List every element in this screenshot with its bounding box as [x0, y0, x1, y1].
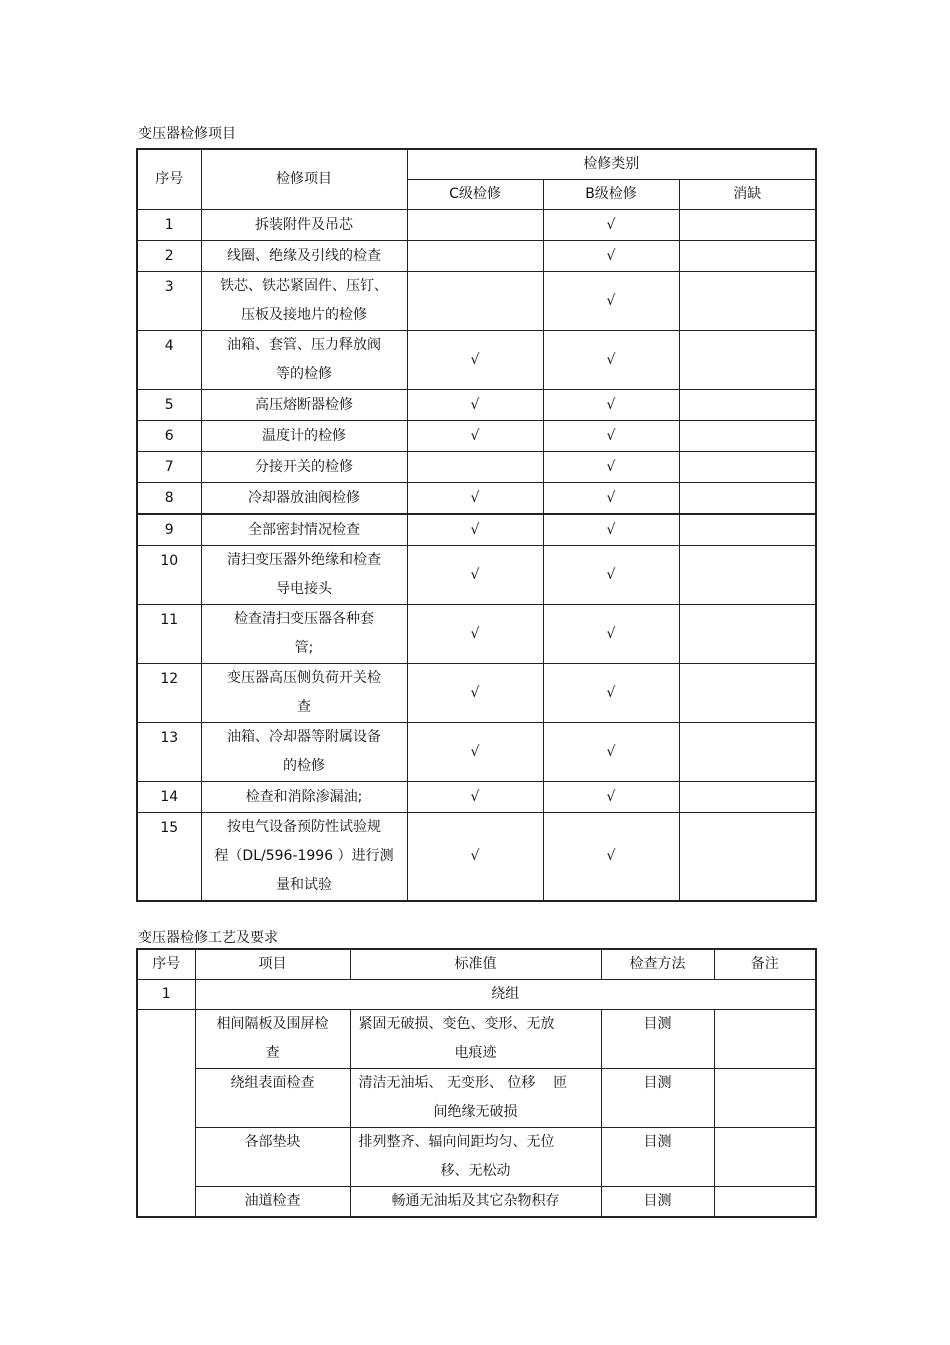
row-c-level-mark: √	[407, 664, 543, 723]
standard-line: 间绝缘无破损	[433, 1104, 518, 1120]
table-row	[137, 1069, 816, 1128]
row-b-level-mark: √	[543, 813, 679, 902]
item-line: 拆装附件及吊芯	[255, 216, 353, 233]
row-c-level-mark: √	[407, 546, 543, 605]
row-defect-mark	[679, 813, 816, 902]
row-no: 5	[137, 390, 201, 421]
table-row	[137, 421, 816, 452]
table1-caption: 变压器检修项目	[138, 126, 236, 142]
row-b-level-mark: √	[543, 390, 679, 421]
row-no: 8	[137, 483, 201, 515]
row-defect-mark	[679, 331, 816, 390]
row-item	[201, 546, 407, 605]
item-line: 线圈、绝缘及引线的检查	[227, 247, 381, 264]
table-row	[137, 483, 816, 515]
table-row	[137, 605, 816, 664]
row-item	[201, 723, 407, 782]
row-defect-mark	[679, 605, 816, 664]
row-c-level-mark: √	[407, 483, 543, 515]
row-b-level-mark: √	[543, 452, 679, 483]
row-no: 9	[137, 514, 201, 546]
row-no: 2	[137, 241, 201, 272]
row-b-level-mark: √	[543, 514, 679, 546]
row-method: 目测	[601, 1128, 714, 1187]
header-item: 检修项目	[201, 149, 407, 210]
maintenance-items-table	[136, 148, 817, 902]
item-line: 分接开关的检修	[255, 458, 353, 475]
row-remark	[714, 1128, 816, 1187]
table-row	[137, 241, 816, 272]
group-name: 绕组	[195, 980, 816, 1010]
row-standard	[350, 1128, 601, 1187]
item-line: 等的检修	[276, 366, 332, 382]
row-defect-mark	[679, 546, 816, 605]
table2-caption: 变压器检修工艺及要求	[138, 930, 278, 946]
item-line: 变压器高压侧负荷开关检	[227, 670, 381, 686]
table-row	[137, 390, 816, 421]
item-line: 查	[297, 699, 311, 715]
item-line: 导电接头	[276, 581, 332, 597]
standard-line: 紧固无破损、变色、变形、无放	[358, 1016, 555, 1032]
header-standard: 标准值	[350, 949, 601, 980]
header-no: 序号	[137, 149, 201, 210]
row-item	[195, 1010, 350, 1069]
row-c-level-mark	[407, 452, 543, 483]
table-row	[137, 272, 816, 331]
row-c-level-mark	[407, 210, 543, 241]
row-c-level-mark: √	[407, 421, 543, 452]
row-no: 14	[137, 782, 201, 813]
item-line: 检查清扫变压器各种套	[234, 611, 374, 627]
row-remark	[714, 1010, 816, 1069]
item-line: 绕组表面检查	[230, 1075, 315, 1091]
row-method: 目测	[601, 1069, 714, 1128]
row-item	[201, 605, 407, 664]
row-standard	[350, 1069, 601, 1128]
row-c-level-mark: √	[407, 605, 543, 664]
row-defect-mark	[679, 272, 816, 331]
row-standard	[350, 1187, 601, 1218]
standard-line: 畅通无油垢及其它杂物积存	[391, 1193, 560, 1209]
item-line: 查	[265, 1045, 280, 1061]
row-item	[201, 813, 407, 902]
item-line: 铁芯、铁芯紧固件、压钉、	[220, 278, 388, 294]
table-row	[137, 546, 816, 605]
table-row	[137, 452, 816, 483]
row-remark	[714, 1069, 816, 1128]
row-no: 6	[137, 421, 201, 452]
row-item	[201, 664, 407, 723]
table-row	[137, 782, 816, 813]
item-line: 各部垫块	[244, 1134, 301, 1150]
row-item	[201, 390, 407, 421]
row-b-level-mark: √	[543, 664, 679, 723]
table-row	[137, 664, 816, 723]
header-no: 序号	[137, 949, 195, 980]
row-b-level-mark: √	[543, 782, 679, 813]
table-row	[137, 813, 816, 902]
row-defect-mark	[679, 390, 816, 421]
row-c-level-mark: √	[407, 782, 543, 813]
row-no: 4	[137, 331, 201, 390]
item-line: 油箱、套管、压力释放阀	[227, 337, 381, 353]
row-standard	[350, 1010, 601, 1069]
header-defect: 消缺	[679, 180, 816, 210]
row-c-level-mark: √	[407, 514, 543, 546]
row-no: 1	[137, 210, 201, 241]
row-defect-mark	[679, 664, 816, 723]
row-item	[195, 1128, 350, 1187]
row-item	[201, 514, 407, 546]
row-b-level-mark: √	[543, 483, 679, 515]
item-line: 相间隔板及围屏检	[216, 1016, 329, 1032]
row-defect-mark	[679, 514, 816, 546]
row-no: 11	[137, 605, 201, 664]
row-item	[201, 421, 407, 452]
header-method: 检查方法	[601, 949, 714, 980]
row-defect-mark	[679, 723, 816, 782]
group-no: 1	[137, 980, 195, 1010]
row-defect-mark	[679, 483, 816, 515]
row-c-level-mark	[407, 241, 543, 272]
table-row	[137, 210, 816, 241]
row-item	[201, 782, 407, 813]
row-b-level-mark: √	[543, 272, 679, 331]
table-row	[137, 1128, 816, 1187]
row-method: 目测	[601, 1187, 714, 1218]
item-line: 程（DL/596-1996 ）进行测	[214, 848, 394, 864]
table-row	[137, 1010, 816, 1069]
row-item	[201, 331, 407, 390]
row-c-level-mark: √	[407, 331, 543, 390]
row-item	[201, 210, 407, 241]
row-b-level-mark: √	[543, 331, 679, 390]
header-c-level: C级检修	[407, 180, 543, 210]
row-item	[201, 483, 407, 515]
row-no: 10	[137, 546, 201, 605]
item-line: 的检修	[283, 758, 325, 774]
row-b-level-mark: √	[543, 723, 679, 782]
row-b-level-mark: √	[543, 421, 679, 452]
item-line: 按电气设备预防性试验规	[227, 819, 381, 835]
item-line: 高压熔断器检修	[255, 396, 353, 413]
standard-line: 排列整齐、辐向间距均匀、无位	[358, 1134, 555, 1150]
row-no: 15	[137, 813, 201, 902]
row-item	[195, 1187, 350, 1218]
process-requirements-table	[136, 948, 817, 1218]
row-c-level-mark: √	[407, 813, 543, 902]
item-line: 管;	[294, 640, 314, 656]
item-line: 压板及接地片的检修	[241, 307, 367, 323]
row-no: 3	[137, 272, 201, 331]
row-defect-mark	[679, 210, 816, 241]
item-line: 油道检查	[244, 1193, 301, 1209]
item-line: 检查和消除渗漏油;	[245, 788, 363, 805]
row-item	[201, 241, 407, 272]
row-c-level-mark: √	[407, 390, 543, 421]
row-remark	[714, 1187, 816, 1218]
row-defect-mark	[679, 452, 816, 483]
row-defect-mark	[679, 421, 816, 452]
row-b-level-mark: √	[543, 241, 679, 272]
item-line: 油箱、冷却器等附属设备	[227, 729, 381, 745]
row-b-level-mark: √	[543, 210, 679, 241]
row-defect-mark	[679, 782, 816, 813]
row-no: 7	[137, 452, 201, 483]
item-line: 冷却器放油阀检修	[248, 489, 360, 506]
row-no-empty	[137, 1010, 195, 1218]
row-no: 13	[137, 723, 201, 782]
row-defect-mark	[679, 241, 816, 272]
row-no: 12	[137, 664, 201, 723]
item-line: 全部密封情况检查	[248, 521, 360, 538]
row-b-level-mark: √	[543, 546, 679, 605]
item-line: 温度计的检修	[262, 427, 346, 444]
standard-line: 清洁无油垢、 无变形、 位移 匝	[358, 1075, 568, 1091]
row-method: 目测	[601, 1010, 714, 1069]
row-item	[195, 1069, 350, 1128]
header-remark: 备注	[714, 949, 816, 980]
row-b-level-mark: √	[543, 605, 679, 664]
header-item: 项目	[195, 949, 350, 980]
table-row	[137, 514, 816, 546]
row-item	[201, 272, 407, 331]
item-line: 量和试验	[276, 877, 332, 893]
standard-line: 电痕迹	[454, 1045, 497, 1061]
table-row	[137, 1187, 816, 1218]
header-category: 检修类别	[407, 149, 816, 180]
row-c-level-mark	[407, 272, 543, 331]
table-row	[137, 723, 816, 782]
row-item	[201, 452, 407, 483]
standard-line: 移、无松动	[440, 1163, 511, 1179]
item-line: 清扫变压器外绝缘和检查	[227, 552, 381, 568]
row-c-level-mark: √	[407, 723, 543, 782]
table-row	[137, 331, 816, 390]
header-b-level: B级检修	[543, 180, 679, 210]
